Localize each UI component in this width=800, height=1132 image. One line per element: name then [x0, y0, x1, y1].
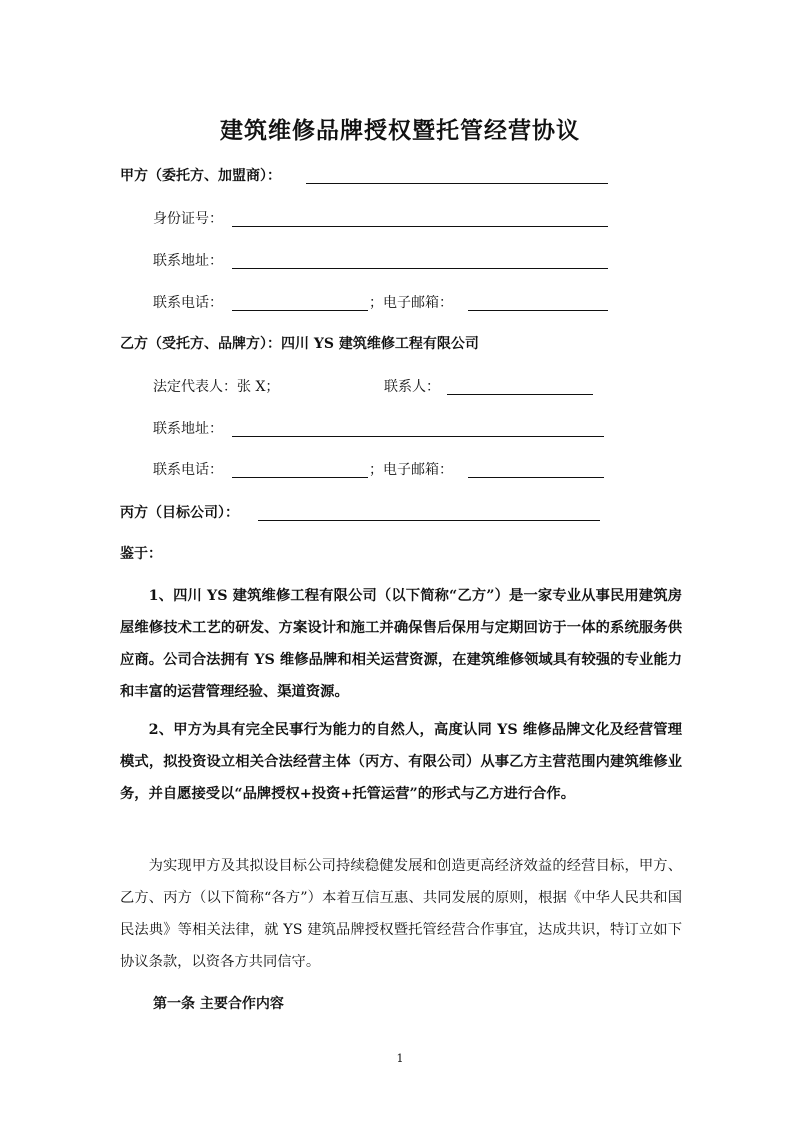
party-a-id-blank[interactable]	[232, 226, 608, 227]
party-a-address-label: 联系地址：	[153, 253, 223, 269]
party-b-phone-blank[interactable]	[232, 477, 368, 478]
party-a-email-blank[interactable]	[468, 310, 608, 311]
document-title: 建筑维修品牌授权暨托管经营协议	[220, 118, 580, 144]
party-a-id-label: 身份证号：	[153, 211, 223, 227]
party-b-phone-label: 联系电话：	[153, 462, 223, 478]
article-1-heading: 第一条 主要合作内容	[153, 996, 284, 1012]
party-b-label: 乙方（受托方、品牌方）：四川 YS 建筑维修工程有限公司	[120, 336, 479, 352]
page-number: 1	[396, 1052, 404, 1065]
party-c-label: 丙方（目标公司）：	[120, 505, 239, 521]
whereas-clause-2: 2、甲方为具有完全民事行为能力的自然人，高度认同 YS 维修品牌文化及经营管理模式，拟投资设立相关合法经营主体（丙方、有限公司）从事乙方主营范围内建筑维修业务，并自愿接受以“品牌授权+投资+托管运营”的形式与乙方进行合作。	[120, 722, 682, 802]
party-a-label: 甲方（委托方、加盟商）：	[120, 168, 281, 184]
party-a-address-blank[interactable]	[232, 268, 608, 269]
preamble-paragraph: 为实现甲方及其拟设目标公司持续稳健发展和创造更高经济效益的经营目标，甲方、乙方、丙方（以下简称“各方”）本着互信互惠、共同发展的原则，根据《中华人民共和国民法典》等相关法律，就 YS 建筑品牌授权暨托管经营合作事宜，达成共识，特订立如下协议条款，以资各方共同信守。	[120, 858, 682, 970]
party-a-name-blank[interactable]	[306, 183, 608, 184]
party-b-address-label: 联系地址：	[153, 421, 223, 437]
party-b-email-blank[interactable]	[468, 477, 604, 478]
whereas-clause-1: 1、四川 YS 建筑维修工程有限公司（以下简称“乙方”）是一家专业从事民用建筑房屋维修技术工艺的研发、方案设计和施工并确保售后保用与定期回访于一体的系统服务供应商。公司合法拥有 YS 维修品牌和相关运营资源，在建筑维修领域具有较强的专业能力和丰富的运营管理经验、渠道资源。	[120, 588, 682, 700]
party-b-contact-blank[interactable]	[447, 394, 593, 395]
party-b-address-blank[interactable]	[232, 436, 604, 437]
party-b-email-label: ；电子邮箱：	[369, 462, 453, 478]
party-a-phone-blank[interactable]	[232, 310, 368, 311]
party-b-contact-label: 联系人：	[384, 379, 440, 395]
party-a-email-label: ；电子邮箱：	[369, 295, 453, 311]
party-a-phone-label: 联系电话：	[153, 295, 223, 311]
party-b-rep-label: 法定代表人：张 X；	[153, 379, 280, 395]
whereas-label: 鉴于：	[120, 546, 162, 562]
party-c-name-blank[interactable]	[258, 520, 600, 521]
